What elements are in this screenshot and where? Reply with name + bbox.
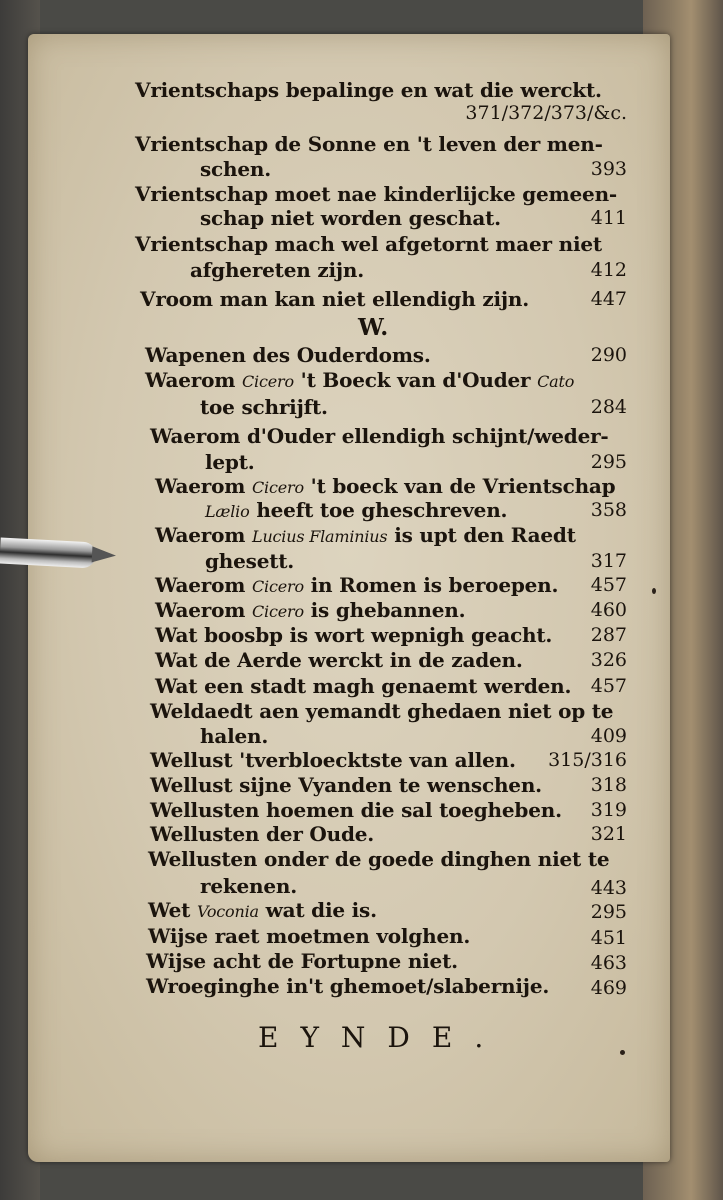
- page-number: 447: [590, 288, 627, 310]
- entry-continuation: halen.: [200, 724, 269, 748]
- page-number: 393: [590, 158, 627, 180]
- page-number: 409: [590, 725, 627, 747]
- entry-text: Wellust 'tverbloecktste van allen.: [150, 748, 516, 772]
- entry-text: Wellust sijne Vyanden te wenschen.: [150, 773, 542, 797]
- pen-tip: [92, 546, 117, 563]
- page-number: 451: [590, 927, 627, 949]
- entry-text: Vrientschap de Sonne en 't leven der men-: [135, 132, 603, 156]
- page-number: 457: [590, 675, 627, 697]
- entry-text: Waerom Cicero is ghebannen.: [155, 598, 466, 622]
- ink-speck: [620, 1050, 625, 1055]
- entry-text: Vrientschap moet nae kinderlijcke gemeen-: [135, 182, 618, 206]
- entry-text: Waerom Cicero 't Boeck van d'Ouder Cato: [145, 368, 575, 392]
- entry-text: Wellusten onder de goede dinghen niet te: [148, 847, 610, 871]
- ink-speck: [652, 588, 656, 594]
- page-number: 463: [590, 952, 627, 974]
- entry-text: Vrientschaps bepalinge en wat die werckt.: [135, 78, 602, 102]
- entry-text: Wijse raet moetmen volghen.: [148, 924, 471, 948]
- entry-continuation: Lælio heeft toe gheschreven.: [205, 498, 508, 522]
- pen-body: [0, 538, 97, 569]
- entry-continuation: rekenen.: [200, 874, 298, 898]
- page-number: 318: [590, 774, 627, 796]
- entry-continuation: schen.: [200, 157, 272, 181]
- page-number: 411: [590, 207, 627, 229]
- page-number: 457: [590, 574, 627, 596]
- page-number: 317: [590, 550, 627, 572]
- pen-pointer: [0, 528, 120, 572]
- page-number: 371/372/373/&c.: [465, 102, 627, 124]
- entry-text: Wat boosbp is wort wepnigh geacht.: [155, 623, 553, 647]
- page-number: 443: [590, 877, 627, 899]
- entry-text: Vroom man kan niet ellendigh zijn.: [140, 287, 530, 311]
- entry-continuation: schap niet worden geschat.: [200, 206, 501, 230]
- page-number: 412: [590, 259, 627, 281]
- entry-text: Weldaedt aen yemandt ghedaen niet op te: [150, 699, 614, 723]
- page-number: 319: [590, 799, 627, 821]
- page-number: 295: [590, 901, 627, 923]
- page-number: 284: [590, 396, 627, 418]
- entry-text: Wat een stadt magh genaemt werden.: [155, 674, 572, 698]
- entry-text: Wijse acht de Fortupne niet.: [146, 949, 458, 973]
- page-number: 460: [590, 599, 627, 621]
- page-number: 287: [590, 624, 627, 646]
- page-number: 358: [590, 499, 627, 521]
- entry-continuation: ghesett.: [205, 549, 295, 573]
- entry-text: Wellusten der Oude.: [150, 822, 375, 846]
- page-number: 469: [590, 977, 627, 999]
- entry-text: Wet Voconia wat die is.: [148, 898, 377, 922]
- entry-continuation: lept.: [205, 450, 255, 474]
- entry-text: Wapenen des Ouderdoms.: [145, 343, 431, 367]
- entry-continuation: toe schrijft.: [200, 395, 328, 419]
- end-text: EYNDE.: [258, 1021, 506, 1054]
- entry-text: Waerom Cicero 't boeck van de Vrientschap: [155, 474, 616, 498]
- entry-text: Waerom d'Ouder ellendigh schijnt/weder-: [150, 424, 609, 448]
- page-number: 295: [590, 451, 627, 473]
- entry-text: Waerom Cicero in Romen is beroepen.: [155, 573, 559, 597]
- entry-text: Wellusten hoemen die sal toegheben.: [150, 798, 562, 822]
- page-number: 290: [590, 344, 627, 366]
- section-letter: W.: [358, 314, 389, 341]
- page-number: 326: [590, 649, 627, 671]
- entry-text: Wat de Aerde werckt in de zaden.: [155, 648, 523, 672]
- page-number: 315/316: [548, 749, 627, 771]
- page-number: 321: [590, 823, 627, 845]
- entry-text: Wroeginghe in't ghemoet/slabernije.: [146, 974, 550, 998]
- entry-continuation: afghereten zijn.: [190, 258, 365, 282]
- entry-text: Waerom Lucius Flaminius is upt den Raedt: [155, 523, 576, 547]
- entry-text: Vrientschap mach wel afgetornt maer niet: [135, 232, 602, 256]
